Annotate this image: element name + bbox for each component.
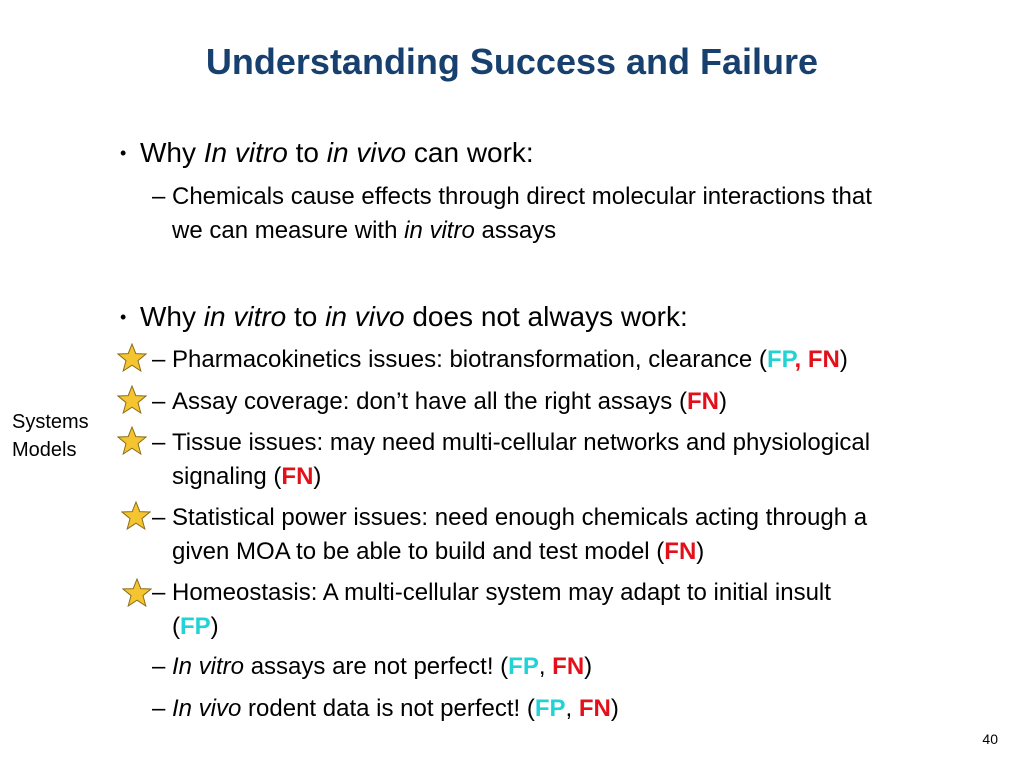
sub-in-vivo-imperfect	[152, 692, 619, 726]
sub-line: Tissue issues: may need multi-cellular networks and physiological	[172, 429, 871, 456]
star-icon	[117, 426, 147, 456]
bullet-text: can work:	[406, 137, 534, 168]
fp-label: FP	[180, 613, 211, 640]
star-icon	[122, 578, 152, 608]
bullet-text: does not always work:	[404, 301, 688, 332]
bullet-why-not-works	[120, 300, 688, 334]
fn-label: FN	[281, 463, 314, 490]
fn-label: FN	[686, 388, 719, 415]
sub-line: Homeostasis: A multi-cellular system may adapt to initial insult	[172, 579, 831, 606]
sub-in-vitro-imperfect	[152, 650, 593, 684]
page-number: 40	[982, 731, 998, 747]
close-paren: )	[584, 653, 593, 680]
bullet-text: Why	[140, 137, 204, 168]
sub-line: given MOA to be able to build and test model (	[172, 538, 665, 565]
dash-marker: –	[152, 579, 166, 606]
sub-homeostasis	[152, 576, 831, 644]
sub-line: we can measure with	[172, 217, 405, 244]
bullet-text: to	[286, 301, 326, 332]
fn-label: FN	[807, 346, 840, 373]
dash-marker: –	[152, 653, 166, 680]
bullet-text: to	[287, 137, 327, 168]
close-paren: )	[313, 463, 322, 490]
close-paren: )	[718, 388, 727, 415]
close-paren: )	[610, 695, 619, 722]
fp-label: FP	[534, 695, 566, 722]
sub-chemicals	[152, 180, 872, 248]
sub-line: Pharmacokinetics issues: biotransformation, clearance (	[172, 346, 767, 373]
dash-marker: –	[152, 183, 166, 210]
bullet-italic: In vitro	[203, 137, 288, 168]
sub-line: Statistical power issues: need enough chemicals acting through a	[172, 504, 868, 531]
star-icon	[117, 343, 147, 373]
star-icon	[121, 501, 151, 531]
star-icon	[117, 385, 147, 415]
dash-marker: –	[152, 429, 166, 456]
dash-marker: –	[152, 388, 166, 415]
sub-assay-coverage	[152, 385, 727, 419]
sub-line: assays are not perfect! (	[244, 653, 509, 680]
sub-tissue-issues	[152, 426, 871, 494]
bullet-why-works	[120, 136, 534, 170]
sub-pharmacokinetics	[152, 343, 848, 377]
comma: ,	[794, 346, 802, 373]
bullet-italic: in vivo	[326, 137, 407, 168]
dash-marker: –	[152, 504, 166, 531]
fn-label: FN	[552, 653, 585, 680]
comma: ,	[538, 653, 553, 680]
dash-marker: –	[152, 346, 166, 373]
sub-line: Chemicals cause effects through direct molecular interactions that	[172, 183, 872, 210]
bullet-dot-icon: •	[120, 307, 127, 327]
sub-line: rodent data is not perfect! (	[241, 695, 535, 722]
fp-label: FP	[508, 653, 539, 680]
side-label-line: Models	[12, 439, 77, 461]
slide-title: Understanding Success and Failure	[205, 41, 819, 82]
comma: ,	[565, 695, 579, 722]
sub-statistical-power	[152, 501, 868, 569]
fp-label: FP	[766, 346, 795, 373]
sub-line: signaling (	[172, 463, 282, 490]
fn-label: FN	[578, 695, 611, 722]
bullet-italic: in vivo	[325, 301, 405, 332]
fn-label: FN	[664, 538, 697, 565]
side-label-line: Systems	[12, 411, 89, 433]
close-paren: )	[696, 538, 705, 565]
sub-italic: in vitro	[404, 217, 475, 244]
bullet-italic: in vitro	[203, 301, 287, 332]
close-paren: )	[839, 346, 848, 373]
sub-line: assays	[474, 217, 557, 244]
sub-italic: In vivo	[172, 695, 242, 722]
systems-models-label	[12, 408, 89, 464]
sub-line: Assay coverage: don’t have all the right assays (	[172, 388, 687, 415]
dash-marker: –	[152, 695, 166, 722]
bullet-dot-icon: •	[120, 143, 127, 163]
sub-italic: In vitro	[172, 653, 245, 680]
bullet-text: Why	[140, 301, 204, 332]
open-paren: (	[172, 613, 180, 640]
close-paren: )	[210, 613, 219, 640]
